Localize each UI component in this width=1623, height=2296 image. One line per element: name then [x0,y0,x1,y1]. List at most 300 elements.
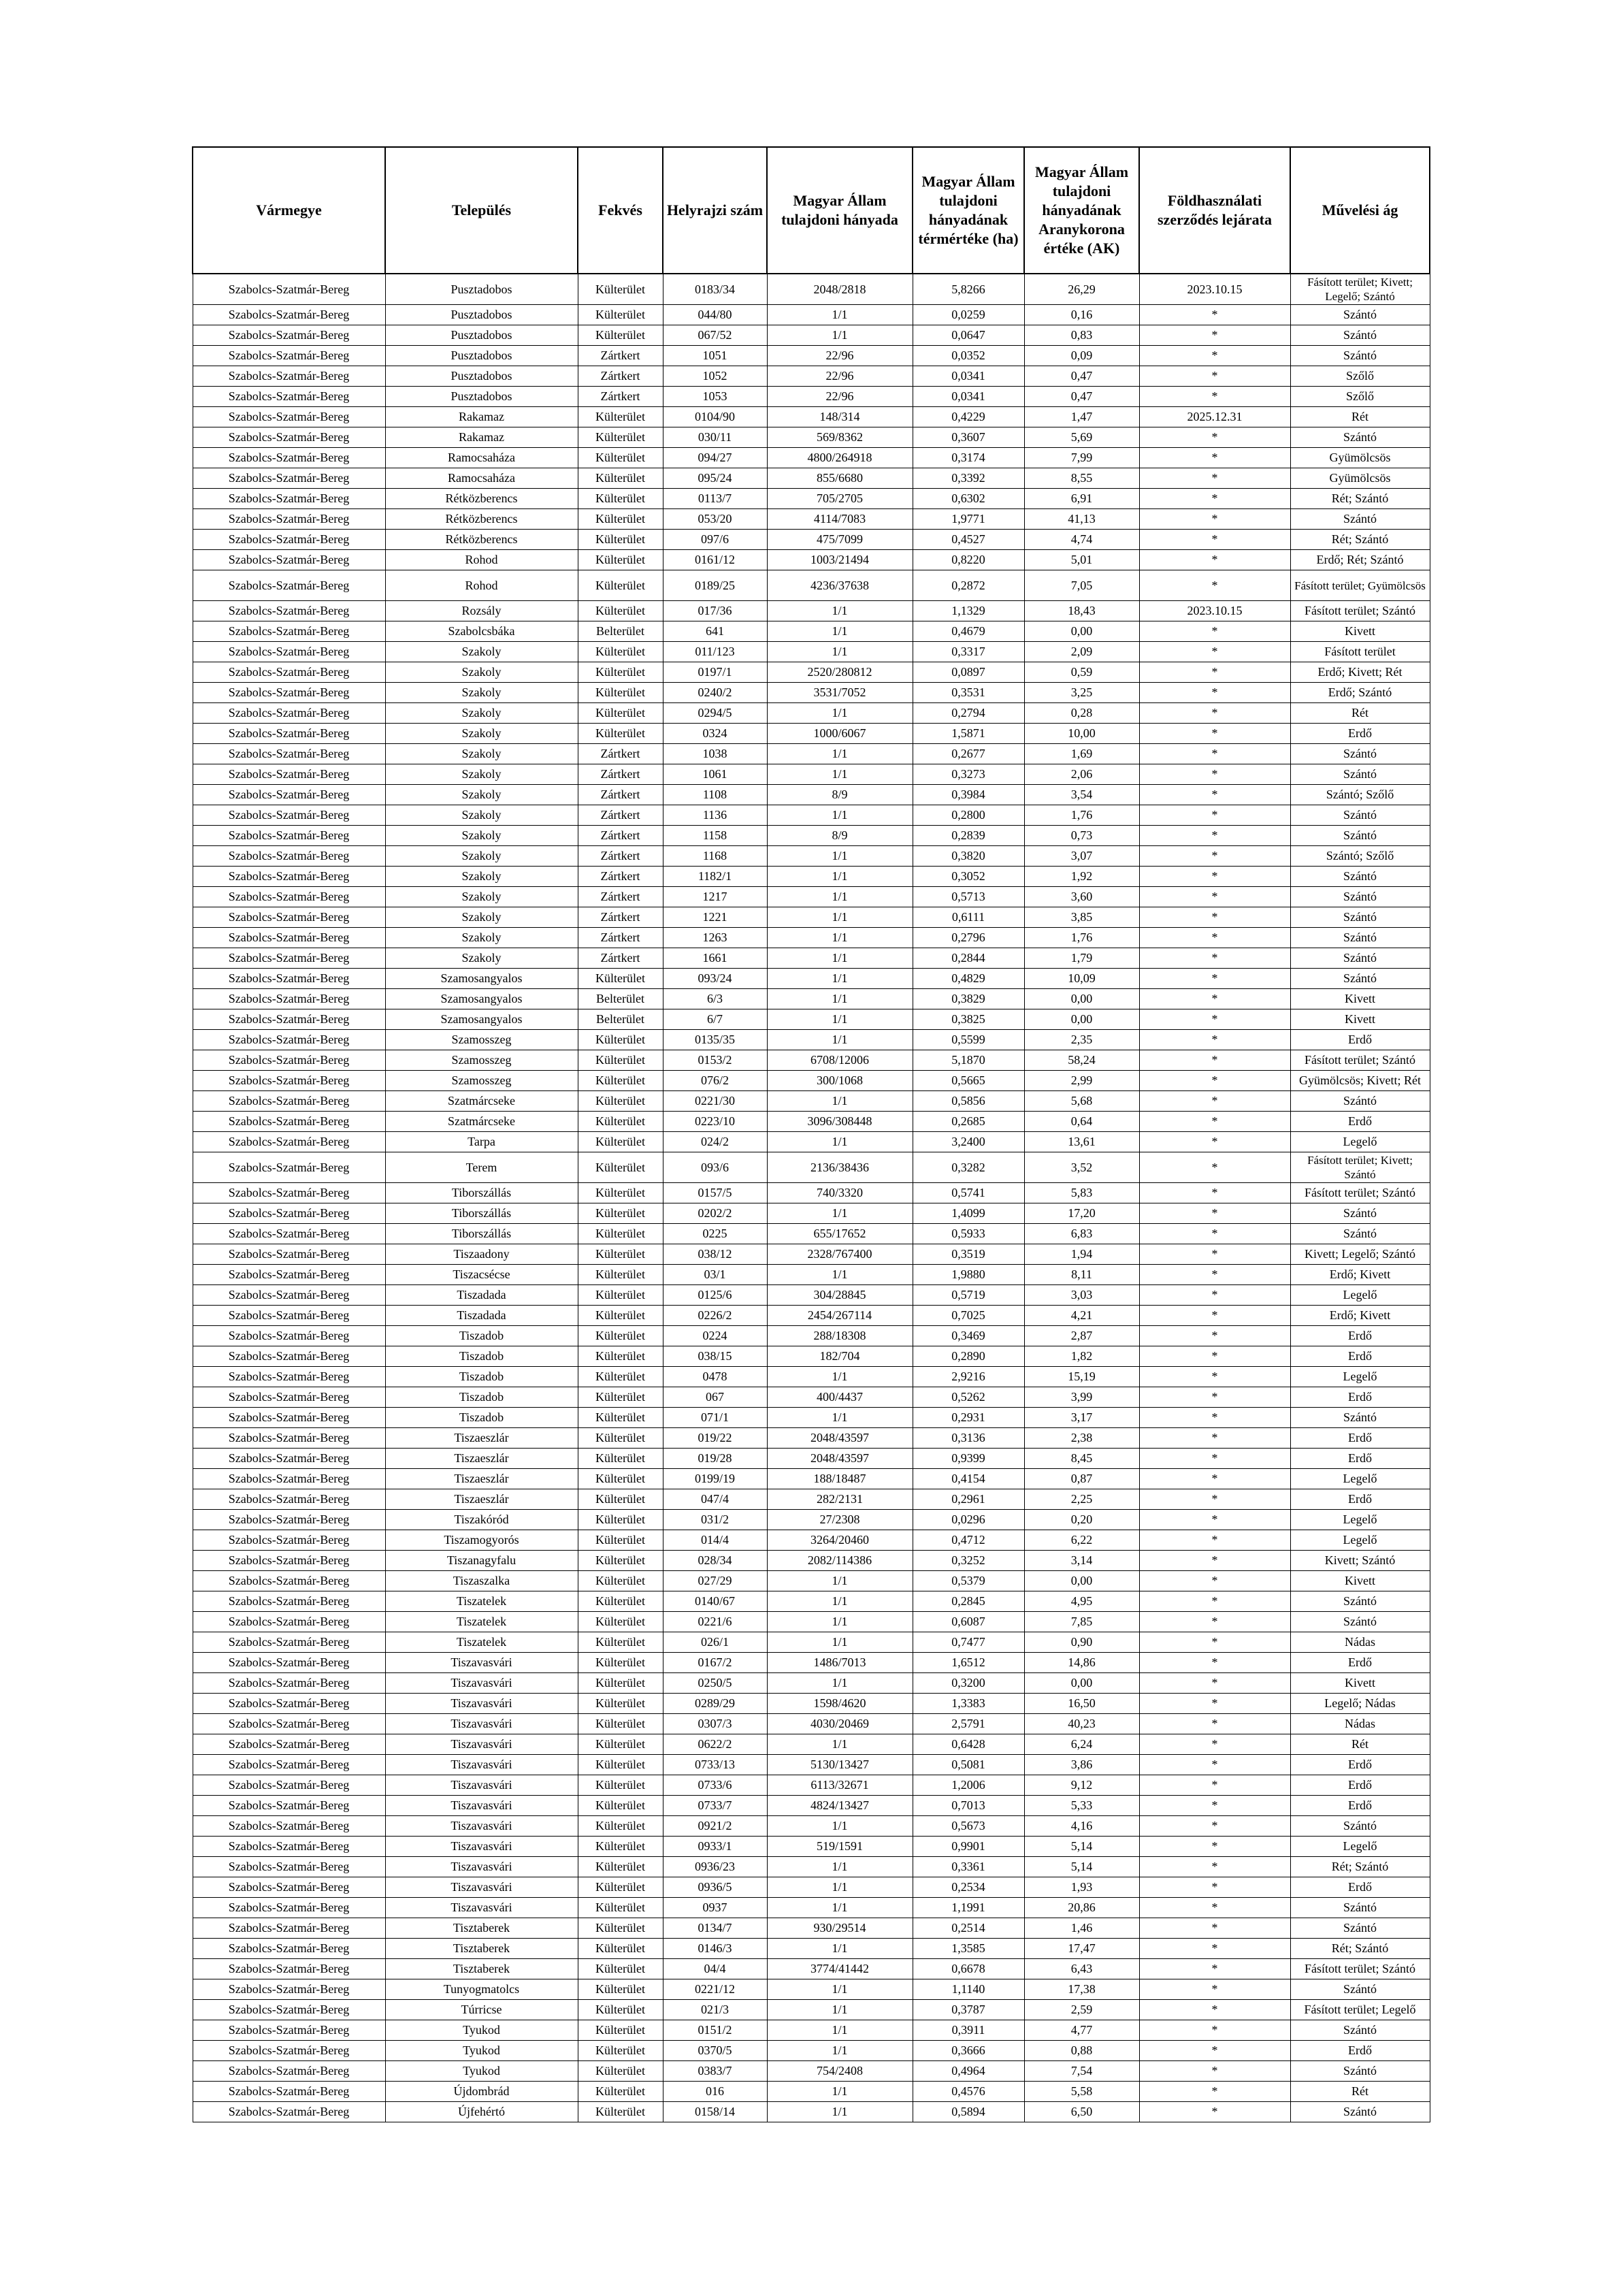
col-header-fekves: Fekvés [578,147,663,274]
cell-termertek: 0,2794 [913,703,1024,724]
cell-tulajdoni-hanyad: 188/18487 [767,1469,913,1489]
cell-termertek: 0,4712 [913,1530,1024,1551]
cell-muvelesi-ag: Szántó [1290,2102,1430,2122]
cell-aranykorona: 41,13 [1024,509,1139,530]
cell-termertek: 0,2796 [913,928,1024,948]
cell-muvelesi-ag: Szántó [1290,948,1430,969]
cell-fekves: Külterület [578,969,663,989]
cell-muvelesi-ag: Kivett; Legelő; Szántó [1290,1244,1430,1265]
table-row [193,325,1430,346]
table-row [193,764,1430,785]
cell-varmegye: Szabolcs-Szatmár-Bereg [193,1132,385,1152]
cell-fekves: Külterület [578,1326,663,1346]
cell-varmegye: Szabolcs-Szatmár-Bereg [193,724,385,744]
cell-muvelesi-ag: Rét [1290,2082,1430,2102]
table-row [193,1694,1430,1714]
cell-varmegye: Szabolcs-Szatmár-Bereg [193,509,385,530]
cell-tulajdoni-hanyad: 1598/4620 [767,1694,913,1714]
cell-termertek: 0,3531 [913,683,1024,703]
cell-telepules: Tiszatelek [385,1632,578,1653]
table-row [193,1050,1430,1071]
cell-fekves: Külterület [578,683,663,703]
cell-helyrajzi-szam: 0197/1 [663,662,767,683]
cell-varmegye: Szabolcs-Szatmár-Bereg [193,1632,385,1653]
cell-termertek: 0,2800 [913,805,1024,826]
cell-tulajdoni-hanyad: 22/96 [767,387,913,407]
cell-szerzodes-lejarata: * [1139,1775,1290,1796]
cell-muvelesi-ag: Erdő [1290,2041,1430,2061]
cell-helyrajzi-szam: 0161/12 [663,550,767,570]
cell-szerzodes-lejarata: * [1139,846,1290,867]
cell-szerzodes-lejarata: * [1139,1857,1290,1877]
cell-fekves: Külterület [578,1673,663,1694]
cell-fekves: Külterület [578,1408,663,1428]
cell-varmegye: Szabolcs-Szatmár-Bereg [193,928,385,948]
cell-telepules: Szakoly [385,744,578,764]
cell-fekves: Külterület [578,1183,663,1203]
cell-varmegye: Szabolcs-Szatmár-Bereg [193,366,385,387]
cell-aranykorona: 1,82 [1024,1346,1139,1367]
cell-szerzodes-lejarata: * [1139,1071,1290,1091]
cell-muvelesi-ag: Erdő; Kivett [1290,1306,1430,1326]
cell-fekves: Zártkert [578,887,663,907]
cell-szerzodes-lejarata: * [1139,1632,1290,1653]
cell-termertek: 0,5933 [913,1224,1024,1244]
cell-szerzodes-lejarata: * [1139,2102,1290,2122]
cell-tulajdoni-hanyad: 1/1 [767,1979,913,2000]
cell-telepules: Szatmárcseke [385,1091,578,1112]
cell-termertek: 2,9216 [913,1367,1024,1387]
cell-telepules: Tunyogmatolcs [385,1979,578,2000]
cell-helyrajzi-szam: 0733/13 [663,1755,767,1775]
cell-tulajdoni-hanyad: 1/1 [767,1632,913,1653]
cell-muvelesi-ag: Szántó [1290,346,1430,366]
table-row [193,2041,1430,2061]
cell-termertek: 0,0341 [913,366,1024,387]
table-row [193,601,1430,621]
cell-tulajdoni-hanyad: 2082/114386 [767,1551,913,1571]
cell-varmegye: Szabolcs-Szatmár-Bereg [193,1939,385,1959]
cell-helyrajzi-szam: 0622/2 [663,1734,767,1755]
cell-muvelesi-ag: Rét [1290,703,1430,724]
cell-fekves: Külterület [578,1244,663,1265]
cell-aranykorona: 18,43 [1024,601,1139,621]
table-row [193,2102,1430,2122]
table-row [193,1285,1430,1306]
cell-varmegye: Szabolcs-Szatmár-Bereg [193,274,385,305]
cell-telepules: Tarpa [385,1132,578,1152]
cell-muvelesi-ag: Szántó [1290,1612,1430,1632]
cell-muvelesi-ag: Szántó [1290,805,1430,826]
cell-szerzodes-lejarata: * [1139,1306,1290,1326]
cell-helyrajzi-szam: 0158/14 [663,2102,767,2122]
cell-termertek: 0,0341 [913,387,1024,407]
cell-varmegye: Szabolcs-Szatmár-Bereg [193,1775,385,1796]
cell-fekves: Külterület [578,703,663,724]
cell-termertek: 0,3911 [913,2020,1024,2041]
cell-muvelesi-ag: Erdő [1290,1030,1430,1050]
table-row [193,785,1430,805]
cell-muvelesi-ag: Rét; Szántó [1290,489,1430,509]
cell-termertek: 0,9399 [913,1449,1024,1469]
cell-varmegye: Szabolcs-Szatmár-Bereg [193,1244,385,1265]
cell-muvelesi-ag: Nádas [1290,1714,1430,1734]
cell-tulajdoni-hanyad: 1/1 [767,2041,913,2061]
cell-aranykorona: 5,33 [1024,1796,1139,1816]
cell-tulajdoni-hanyad: 1/1 [767,846,913,867]
cell-helyrajzi-szam: 0189/25 [663,570,767,601]
cell-telepules: Tiszatelek [385,1612,578,1632]
table-row [193,1653,1430,1673]
table-row [193,1551,1430,1571]
cell-helyrajzi-szam: 024/2 [663,1132,767,1152]
table-row [193,1152,1430,1183]
cell-helyrajzi-szam: 071/1 [663,1408,767,1428]
cell-helyrajzi-szam: 028/34 [663,1551,767,1571]
cell-fekves: Zártkert [578,826,663,846]
cell-fekves: Külterület [578,1530,663,1551]
cell-varmegye: Szabolcs-Szatmár-Bereg [193,1265,385,1285]
cell-szerzodes-lejarata: * [1139,1898,1290,1918]
cell-fekves: Külterület [578,570,663,601]
table-row [193,509,1430,530]
cell-telepules: Szamosangyalos [385,989,578,1009]
cell-szerzodes-lejarata: * [1139,907,1290,928]
cell-aranykorona: 26,29 [1024,274,1139,305]
cell-aranykorona: 1,69 [1024,744,1139,764]
cell-helyrajzi-szam: 044/80 [663,305,767,325]
table-row [193,1877,1430,1898]
cell-termertek: 0,2931 [913,1408,1024,1428]
cell-varmegye: Szabolcs-Szatmár-Bereg [193,1030,385,1050]
cell-helyrajzi-szam: 0221/6 [663,1612,767,1632]
cell-fekves: Külterület [578,448,663,468]
cell-helyrajzi-szam: 04/4 [663,1959,767,1979]
cell-termertek: 1,6512 [913,1653,1024,1673]
cell-termertek: 0,2845 [913,1591,1024,1612]
cell-helyrajzi-szam: 0224 [663,1326,767,1346]
cell-termertek: 0,3317 [913,642,1024,662]
cell-szerzodes-lejarata: * [1139,805,1290,826]
table-row [193,1837,1430,1857]
cell-helyrajzi-szam: 0921/2 [663,1816,767,1837]
cell-tulajdoni-hanyad: 1/1 [767,305,913,325]
cell-aranykorona: 4,21 [1024,1306,1139,1326]
cell-varmegye: Szabolcs-Szatmár-Bereg [193,1755,385,1775]
cell-fekves: Külterület [578,1469,663,1489]
cell-telepules: Szakoly [385,948,578,969]
table-row [193,1408,1430,1428]
cell-fekves: Külterület [578,1877,663,1898]
cell-termertek: 0,3282 [913,1152,1024,1183]
cell-fekves: Külterület [578,724,663,744]
cell-telepules: Tiszaszalka [385,1571,578,1591]
cell-varmegye: Szabolcs-Szatmár-Bereg [193,907,385,928]
cell-tulajdoni-hanyad: 1/1 [767,1673,913,1694]
cell-szerzodes-lejarata: * [1139,1224,1290,1244]
cell-varmegye: Szabolcs-Szatmár-Bereg [193,1428,385,1449]
cell-telepules: Szamosangyalos [385,1009,578,1030]
cell-muvelesi-ag: Szántó [1290,305,1430,325]
cell-szerzodes-lejarata: 2023.10.15 [1139,274,1290,305]
cell-muvelesi-ag: Szántó [1290,1224,1430,1244]
cell-helyrajzi-szam: 0202/2 [663,1203,767,1224]
cell-szerzodes-lejarata: * [1139,785,1290,805]
cell-telepules: Szamosszeg [385,1050,578,1071]
cell-varmegye: Szabolcs-Szatmár-Bereg [193,2020,385,2041]
cell-szerzodes-lejarata: * [1139,1469,1290,1489]
cell-helyrajzi-szam: 0146/3 [663,1939,767,1959]
cell-telepules: Tiborszállás [385,1203,578,1224]
table-row [193,683,1430,703]
cell-termertek: 0,0296 [913,1510,1024,1530]
cell-muvelesi-ag: Legelő [1290,1510,1430,1530]
cell-fekves: Külterület [578,601,663,621]
cell-varmegye: Szabolcs-Szatmár-Bereg [193,601,385,621]
cell-aranykorona: 0,47 [1024,366,1139,387]
cell-fekves: Zártkert [578,867,663,887]
cell-szerzodes-lejarata: * [1139,1714,1290,1734]
cell-telepules: Szakoly [385,805,578,826]
cell-varmegye: Szabolcs-Szatmár-Bereg [193,407,385,427]
cell-varmegye: Szabolcs-Szatmár-Bereg [193,1050,385,1071]
cell-tulajdoni-hanyad: 1/1 [767,1591,913,1612]
table-row [193,989,1430,1009]
cell-szerzodes-lejarata: * [1139,1734,1290,1755]
cell-aranykorona: 2,59 [1024,2000,1139,2020]
cell-szerzodes-lejarata: * [1139,621,1290,642]
table-row [193,468,1430,489]
cell-muvelesi-ag: Erdő; Szántó [1290,683,1430,703]
table-row [193,1959,1430,1979]
cell-termertek: 0,9901 [913,1837,1024,1857]
cell-tulajdoni-hanyad: 1/1 [767,601,913,621]
cell-fekves: Külterület [578,427,663,448]
cell-fekves: Külterület [578,1510,663,1530]
cell-varmegye: Szabolcs-Szatmár-Bereg [193,1551,385,1571]
cell-fekves: Belterület [578,621,663,642]
cell-helyrajzi-szam: 0307/3 [663,1714,767,1734]
table-row [193,805,1430,826]
cell-helyrajzi-szam: 1217 [663,887,767,907]
cell-muvelesi-ag: Rét; Szántó [1290,530,1430,550]
cell-termertek: 1,5871 [913,724,1024,744]
cell-tulajdoni-hanyad: 655/17652 [767,1224,913,1244]
cell-szerzodes-lejarata: * [1139,969,1290,989]
cell-varmegye: Szabolcs-Szatmár-Bereg [193,305,385,325]
cell-helyrajzi-szam: 0134/7 [663,1918,767,1939]
cell-varmegye: Szabolcs-Szatmár-Bereg [193,1091,385,1112]
cell-termertek: 0,6678 [913,1959,1024,1979]
cell-muvelesi-ag: Legelő [1290,1837,1430,1857]
cell-helyrajzi-szam: 641 [663,621,767,642]
cell-muvelesi-ag: Kivett [1290,1571,1430,1591]
cell-fekves: Külterület [578,1632,663,1653]
cell-tulajdoni-hanyad: 1/1 [767,948,913,969]
cell-szerzodes-lejarata: * [1139,887,1290,907]
cell-muvelesi-ag: Legelő [1290,1530,1430,1551]
cell-helyrajzi-szam: 0240/2 [663,683,767,703]
cell-muvelesi-ag: Legelő [1290,1285,1430,1306]
cell-helyrajzi-szam: 0167/2 [663,1653,767,1673]
cell-telepules: Tiszavasvári [385,1734,578,1755]
cell-varmegye: Szabolcs-Szatmár-Bereg [193,703,385,724]
cell-szerzodes-lejarata: * [1139,1959,1290,1979]
cell-termertek: 0,6302 [913,489,1024,509]
cell-termertek: 0,4964 [913,2061,1024,2082]
table-row [193,346,1430,366]
cell-tulajdoni-hanyad: 1/1 [767,2102,913,2122]
cell-fekves: Zártkert [578,948,663,969]
cell-muvelesi-ag: Legelő; Nádas [1290,1694,1430,1714]
table-row [193,1346,1430,1367]
cell-szerzodes-lejarata: * [1139,1571,1290,1591]
cell-fekves: Külterület [578,489,663,509]
cell-szerzodes-lejarata: * [1139,2041,1290,2061]
cell-fekves: Külterület [578,2082,663,2102]
cell-szerzodes-lejarata: * [1139,1152,1290,1183]
table-row [193,1939,1430,1959]
cell-szerzodes-lejarata: * [1139,570,1290,601]
cell-helyrajzi-szam: 067 [663,1387,767,1408]
table-row [193,907,1430,928]
cell-fekves: Külterület [578,2041,663,2061]
cell-helyrajzi-szam: 1158 [663,826,767,846]
table-row [193,1918,1430,1939]
cell-helyrajzi-szam: 0289/29 [663,1694,767,1714]
table-row [193,1734,1430,1755]
cell-fekves: Külterület [578,2102,663,2122]
cell-helyrajzi-szam: 019/28 [663,1449,767,1469]
cell-termertek: 0,5856 [913,1091,1024,1112]
cell-termertek: 0,3469 [913,1326,1024,1346]
cell-szerzodes-lejarata: * [1139,1050,1290,1071]
cell-szerzodes-lejarata: * [1139,1591,1290,1612]
cell-szerzodes-lejarata: * [1139,305,1290,325]
cell-termertek: 1,2006 [913,1775,1024,1796]
cell-muvelesi-ag: Legelő [1290,1132,1430,1152]
cell-muvelesi-ag: Szántó [1290,1203,1430,1224]
cell-fekves: Zártkert [578,907,663,928]
cell-fekves: Külterület [578,1112,663,1132]
cell-aranykorona: 8,11 [1024,1265,1139,1285]
cell-aranykorona: 4,95 [1024,1591,1139,1612]
cell-fekves: Külterület [578,1285,663,1306]
cell-fekves: Külterület [578,1346,663,1367]
table-row [193,1132,1430,1152]
table-row [193,1203,1430,1224]
cell-fekves: Külterület [578,642,663,662]
cell-varmegye: Szabolcs-Szatmár-Bereg [193,764,385,785]
cell-fekves: Külterület [578,1612,663,1632]
cell-termertek: 1,4099 [913,1203,1024,1224]
cell-termertek: 0,5713 [913,887,1024,907]
table-row [193,1091,1430,1112]
cell-tulajdoni-hanyad: 1/1 [767,928,913,948]
cell-telepules: Tiszavasvári [385,1755,578,1775]
cell-varmegye: Szabolcs-Szatmár-Bereg [193,1203,385,1224]
cell-fekves: Külterület [578,1449,663,1469]
cell-szerzodes-lejarata: * [1139,2082,1290,2102]
cell-aranykorona: 5,68 [1024,1091,1139,1112]
cell-szerzodes-lejarata: * [1139,1510,1290,1530]
cell-helyrajzi-szam: 1051 [663,346,767,366]
cell-varmegye: Szabolcs-Szatmár-Bereg [193,621,385,642]
table-row [193,1530,1430,1551]
cell-varmegye: Szabolcs-Szatmár-Bereg [193,1367,385,1387]
table-row [193,1306,1430,1326]
cell-varmegye: Szabolcs-Szatmár-Bereg [193,1224,385,1244]
cell-varmegye: Szabolcs-Szatmár-Bereg [193,1612,385,1632]
cell-szerzodes-lejarata: * [1139,1918,1290,1939]
cell-fekves: Zártkert [578,846,663,867]
cell-fekves: Külterület [578,1265,663,1285]
cell-telepules: Tiszadob [385,1408,578,1428]
cell-helyrajzi-szam: 031/2 [663,1510,767,1530]
cell-varmegye: Szabolcs-Szatmár-Bereg [193,530,385,550]
cell-fekves: Külterület [578,1939,663,1959]
cell-aranykorona: 3,52 [1024,1152,1139,1183]
cell-telepules: Szakoly [385,703,578,724]
cell-szerzodes-lejarata: * [1139,1653,1290,1673]
cell-aranykorona: 5,58 [1024,2082,1139,2102]
col-header-tulajdoni-hanyad: Magyar Állam tulajdoni hányada [767,147,913,274]
cell-fekves: Külterület [578,305,663,325]
cell-fekves: Külterület [578,274,663,305]
cell-muvelesi-ag: Gyümölcsös [1290,448,1430,468]
cell-aranykorona: 2,09 [1024,642,1139,662]
cell-fekves: Külterület [578,1203,663,1224]
cell-varmegye: Szabolcs-Szatmár-Bereg [193,325,385,346]
cell-varmegye: Szabolcs-Szatmár-Bereg [193,1694,385,1714]
cell-termertek: 1,1991 [913,1898,1024,1918]
cell-helyrajzi-szam: 0221/30 [663,1091,767,1112]
cell-varmegye: Szabolcs-Szatmár-Bereg [193,642,385,662]
cell-tulajdoni-hanyad: 1/1 [767,1571,913,1591]
cell-varmegye: Szabolcs-Szatmár-Bereg [193,1918,385,1939]
cell-tulajdoni-hanyad: 1/1 [767,805,913,826]
cell-muvelesi-ag: Szőlő [1290,387,1430,407]
cell-telepules: Tiszadob [385,1346,578,1367]
cell-helyrajzi-szam: 0383/7 [663,2061,767,2082]
cell-aranykorona: 6,22 [1024,1530,1139,1551]
cell-muvelesi-ag: Szántó; Szőlő [1290,785,1430,805]
cell-szerzodes-lejarata: * [1139,509,1290,530]
cell-tulajdoni-hanyad: 1/1 [767,1816,913,1837]
table-row [193,1009,1430,1030]
cell-tulajdoni-hanyad: 22/96 [767,366,913,387]
cell-tulajdoni-hanyad: 519/1591 [767,1837,913,1857]
cell-tulajdoni-hanyad: 2048/2818 [767,274,913,305]
cell-termertek: 0,5262 [913,1387,1024,1408]
col-header-szerzodes-lejarata: Földhasználati szerződés lejárata [1139,147,1290,274]
cell-varmegye: Szabolcs-Szatmár-Bereg [193,427,385,448]
cell-tulajdoni-hanyad: 4236/37638 [767,570,913,601]
cell-varmegye: Szabolcs-Szatmár-Bereg [193,1530,385,1551]
cell-fekves: Külterület [578,1571,663,1591]
cell-varmegye: Szabolcs-Szatmár-Bereg [193,1591,385,1612]
cell-aranykorona: 2,99 [1024,1071,1139,1091]
cell-varmegye: Szabolcs-Szatmár-Bereg [193,989,385,1009]
cell-fekves: Külterület [578,1306,663,1326]
cell-helyrajzi-szam: 0140/67 [663,1591,767,1612]
cell-telepules: Tiszavasvári [385,1673,578,1694]
cell-tulajdoni-hanyad: 1/1 [767,2020,913,2041]
cell-muvelesi-ag: Erdő [1290,1449,1430,1469]
cell-fekves: Külterület [578,1653,663,1673]
cell-szerzodes-lejarata: * [1139,744,1290,764]
cell-szerzodes-lejarata: * [1139,1346,1290,1367]
